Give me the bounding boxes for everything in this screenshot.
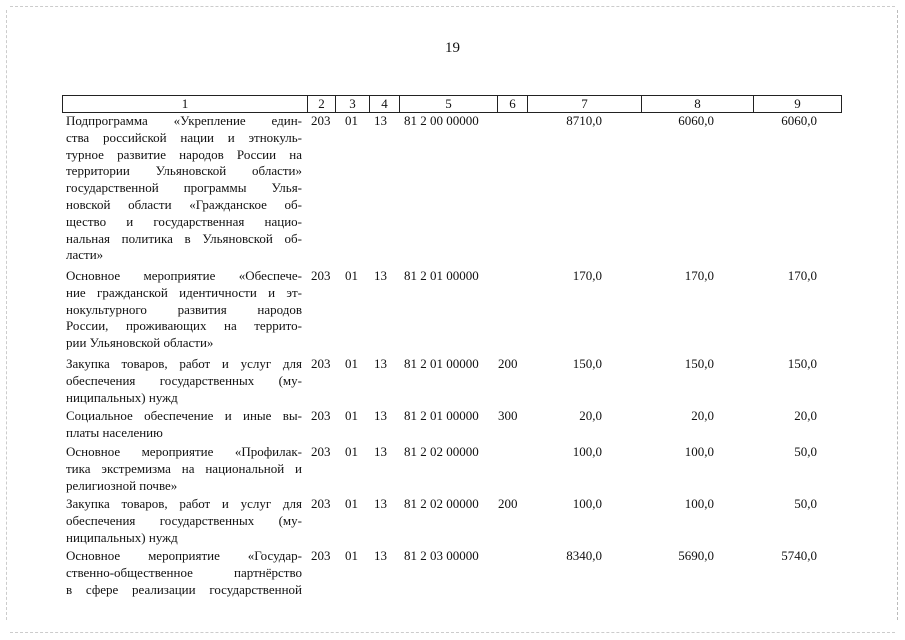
cell-section: 01 xyxy=(345,496,358,511)
description-line: в сфере реализации государственной xyxy=(66,581,302,597)
cell-target-code: 81 2 01 00000 xyxy=(404,408,479,423)
row-description xyxy=(66,408,302,442)
description-line: турное развитие народов России на xyxy=(66,146,302,162)
description-line: ние гражданской идентичности и эт- xyxy=(66,284,302,300)
page-number: 19 xyxy=(445,40,460,56)
description-line: обеспечения государственных (му- xyxy=(66,372,302,388)
description-line: рии Ульяновской области» xyxy=(66,335,214,351)
cell-ministry-code: 203 xyxy=(311,444,331,459)
header-col-1: 1 xyxy=(181,96,189,111)
table-header-row xyxy=(62,95,842,113)
cell-amount-col8: 20,0 xyxy=(691,408,714,423)
cell-target-code: 81 2 01 00000 xyxy=(404,268,479,283)
cell-subsection: 13 xyxy=(374,268,387,283)
description-line: ниципальных) нужд xyxy=(66,529,178,545)
description-line: ниципальных) нужд xyxy=(66,389,178,405)
description-line: Закупка товаров, работ и услуг для xyxy=(66,496,302,511)
description-line: тика экстремизма на национальной и xyxy=(66,460,302,476)
row-description xyxy=(66,113,302,264)
scan-left-edge xyxy=(6,10,8,620)
cell-target-code: 81 2 03 00000 xyxy=(404,548,479,563)
scan-top-edge xyxy=(10,6,895,8)
description-line: ственно-общественное партнёрство xyxy=(66,564,302,580)
cell-amount-col8: 150,0 xyxy=(684,356,714,371)
header-col-2: 2 xyxy=(307,96,335,112)
row-description xyxy=(66,356,302,406)
cell-amount-col7: 8710,0 xyxy=(566,113,602,128)
description-line: Социальное обеспечение и иные вы- xyxy=(66,408,302,423)
cell-ministry-code: 203 xyxy=(311,496,331,511)
cell-ministry-code: 203 xyxy=(311,268,331,283)
cell-amount-col9: 6060,0 xyxy=(781,113,817,128)
description-line: Основное мероприятие «Профилак- xyxy=(66,444,302,459)
cell-target-code: 81 2 00 00000 xyxy=(404,113,479,128)
header-col-7: 7 xyxy=(527,96,641,112)
description-line: ства российской нации и этнокуль- xyxy=(66,129,302,145)
cell-target-code: 81 2 02 00000 xyxy=(404,496,479,511)
description-line: нокультурного развития народов xyxy=(66,301,302,317)
cell-amount-col9: 50,0 xyxy=(794,444,817,459)
row-description xyxy=(66,268,302,352)
cell-subsection: 13 xyxy=(374,408,387,423)
cell-target-code: 81 2 01 00000 xyxy=(404,356,479,371)
cell-subsection: 13 xyxy=(374,496,387,511)
header-col-8: 8 xyxy=(641,96,753,112)
cell-section: 01 xyxy=(345,408,358,423)
cell-amount-col8: 6060,0 xyxy=(678,113,714,128)
cell-amount-col9: 170,0 xyxy=(787,268,817,283)
header-col-3: 3 xyxy=(335,96,369,112)
scan-right-edge xyxy=(896,10,898,620)
description-line: нальная политика в Ульяновской об- xyxy=(66,230,302,246)
cell-expense-type: 300 xyxy=(498,408,518,423)
cell-amount-col8: 5690,0 xyxy=(678,548,714,563)
cell-amount-col7: 100,0 xyxy=(572,496,602,511)
cell-amount-col7: 8340,0 xyxy=(566,548,602,563)
row-description xyxy=(66,548,302,598)
description-line: Основное мероприятие «Обеспече- xyxy=(66,268,302,283)
row-description xyxy=(66,444,302,494)
description-line: религиозной почве» xyxy=(66,477,178,493)
description-line: территории Ульяновской области» xyxy=(66,163,302,179)
cell-ministry-code: 203 xyxy=(311,113,331,128)
cell-amount-col8: 170,0 xyxy=(684,268,714,283)
cell-section: 01 xyxy=(345,444,358,459)
description-line: ласти» xyxy=(66,247,104,263)
cell-amount-col7: 100,0 xyxy=(572,444,602,459)
description-line: новской области «Гражданское об- xyxy=(66,196,302,212)
description-line: платы населению xyxy=(66,424,163,440)
cell-ministry-code: 203 xyxy=(311,408,331,423)
cell-target-code: 81 2 02 00000 xyxy=(404,444,479,459)
cell-amount-col9: 50,0 xyxy=(794,496,817,511)
cell-subsection: 13 xyxy=(374,444,387,459)
cell-ministry-code: 203 xyxy=(311,356,331,371)
cell-subsection: 13 xyxy=(374,113,387,128)
cell-expense-type: 200 xyxy=(498,496,518,511)
cell-section: 01 xyxy=(345,356,358,371)
description-line: Основное мероприятие «Государ- xyxy=(66,548,302,563)
cell-amount-col8: 100,0 xyxy=(684,444,714,459)
row-description xyxy=(66,496,302,546)
header-col-6: 6 xyxy=(497,96,527,112)
cell-amount-col7: 20,0 xyxy=(579,408,602,423)
cell-subsection: 13 xyxy=(374,356,387,371)
description-line: России, проживающих на террито- xyxy=(66,318,302,334)
cell-expense-type: 200 xyxy=(498,356,518,371)
header-col-9: 9 xyxy=(753,96,841,112)
description-line: государственной программы Улья- xyxy=(66,180,302,196)
header-col-4: 4 xyxy=(369,96,399,112)
cell-amount-col9: 5740,0 xyxy=(781,548,817,563)
cell-section: 01 xyxy=(345,268,358,283)
cell-amount-col7: 150,0 xyxy=(572,356,602,371)
cell-amount-col8: 100,0 xyxy=(684,496,714,511)
header-col-5: 5 xyxy=(399,96,497,112)
description-line: Закупка товаров, работ и услуг для xyxy=(66,356,302,371)
cell-section: 01 xyxy=(345,113,358,128)
scan-bottom-edge xyxy=(10,632,895,634)
cell-ministry-code: 203 xyxy=(311,548,331,563)
cell-amount-col9: 20,0 xyxy=(794,408,817,423)
cell-amount-col9: 150,0 xyxy=(787,356,817,371)
description-line: щество и государственная нацио- xyxy=(66,213,302,229)
cell-amount-col7: 170,0 xyxy=(572,268,602,283)
description-line: Подпрограмма «Укрепление един- xyxy=(66,113,302,128)
description-line: обеспечения государственных (му- xyxy=(66,512,302,528)
cell-section: 01 xyxy=(345,548,358,563)
cell-subsection: 13 xyxy=(374,548,387,563)
